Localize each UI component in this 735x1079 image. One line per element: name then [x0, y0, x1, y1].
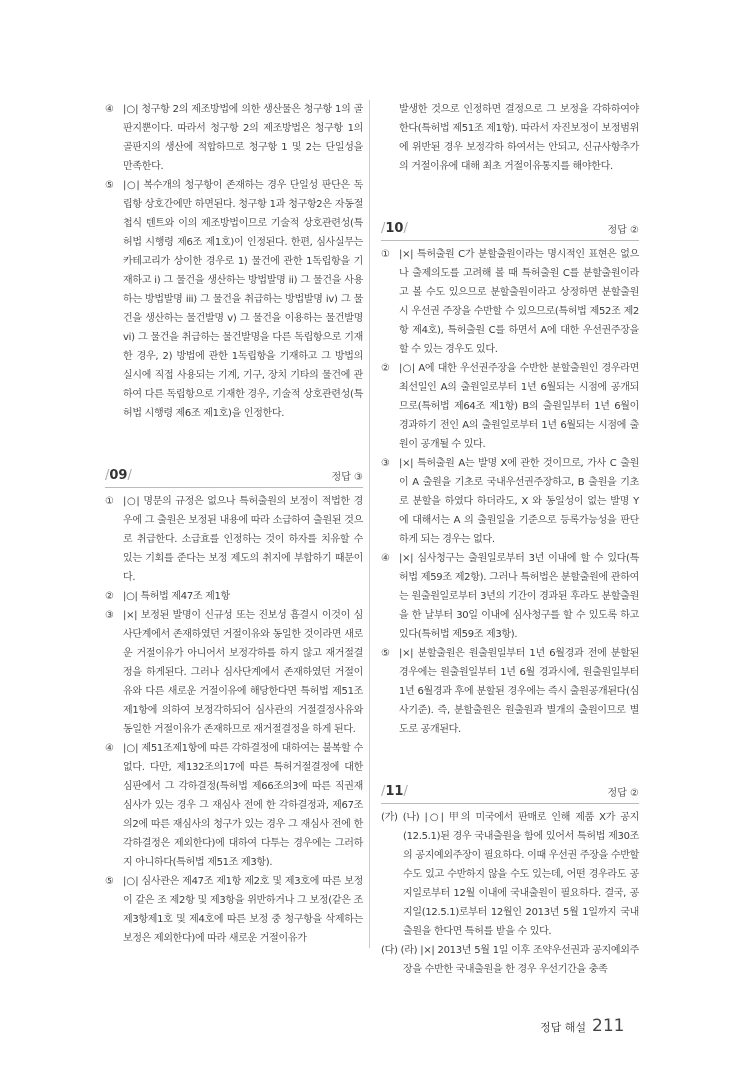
item-number: ① — [105, 496, 114, 507]
item-number: ③ — [381, 458, 390, 469]
item-number: ② — [105, 591, 114, 602]
right-column — [381, 100, 639, 979]
answer-item — [381, 644, 639, 739]
item-number: ④ — [381, 553, 390, 564]
item-text: |○| 청구항 2의 제조방법에 의한 생산물은 청구항 1의 골판지뿐이다. 따라서 청구항 2의 제조방법은 청구항 1의 골판지의 생산에 적합하므로 청구항 1 및 2는 단일성을 만족한다. — [123, 104, 363, 172]
answer-item — [105, 176, 363, 423]
answer-item — [105, 606, 363, 739]
question-10 — [381, 220, 639, 739]
item-text: |○| 甲의 미국에서 판매로 인해 제품 X가 공지(12.5.1)된 경우 국내출원을 함에 있어서 특허법 제30조의 공지예외주장이 필요하다. 이때 우선권 주장을 수반할 수도 있고 수반하지 않을 수도 있는데, 어떤 경우라도 공지일로부터 12월 이내에 국내출원이 필요하다. 결국, 공지일(12.5.1)로부터 12월인 2013년 5월 1일까지 국내출원을 한다면 특허를 받을 수 있다. — [403, 812, 639, 937]
item-number: ⑤ — [105, 180, 114, 191]
item-text: |×| 2013년 5월 1일 이후 조약우선권과 공지예외주장을 수반한 국내출원을 한 경우 우선기간을 충족 — [403, 945, 639, 975]
answer-item — [105, 872, 363, 948]
answer-item — [105, 492, 363, 587]
left-column — [105, 100, 370, 948]
answer-item — [105, 100, 363, 176]
item-number: (가) (나) — [381, 812, 420, 823]
item-text: |○| 복수개의 청구항이 존재하는 경우 단일성 판단은 독립항 상호간에만 하면된다. 청구항 1과 청구항2은 자동절첩식 텐트와 이의 제조방법이므로 기술적 상호관련성(특허법 시행령 제6조 제1호)이 인정된다. 한편, 심사실무는 카테고리가 상이한 경우로 1) 물건에 관한 1독립항을 기재하고 i) 그 물건을 생산하는 방법발명 ii) 그 물건을 사용하는 방법발명 iii) 그 물건을 취급하는 방법발명 iv) 그 물건을 생산하는 물건발명 v) 그 물건을 이용하는 물건발명 vi) 그 물건을 취급하는 물건발명을 다른 독립항으로 기재한 경우, 2) 방법에 관한 1독립항을 기재하고 그 방법의 실시에 직접 사용되는 기계, 기구, 장치 기타의 물건에 관하여 다른 독립항으로 기재한 경우, 기술적 상호관련성(특허법 시행령 제6조 제1호)을 인정한다. — [123, 180, 363, 419]
answer-label: 정답 ③ — [331, 472, 363, 483]
answer-item — [381, 359, 639, 454]
answer-label: 정답 ② — [607, 225, 639, 236]
question-11 — [381, 783, 639, 979]
item-number: (다) (라) — [381, 945, 418, 956]
item-number: ⑤ — [381, 648, 390, 659]
item-text: |×| 특허출원 C가 분할출원이라는 명시적인 표현은 없으나 출제의도를 고려해 볼 때 특허출원 C를 분할출원이라고 볼 수도 있으므로 분할출원이라고 상정하면 분할출원시 우선권 주장을 수반할 수 있으므로(특허법 제52조 제2항 제4호), 특허출원 C를 하면서 A에 대한 우선권주장을 할 수 있는 경우도 있다. — [399, 249, 639, 355]
answer-item — [381, 808, 639, 941]
question-header — [381, 220, 639, 241]
item-text: |○| 명문의 규정은 없으나 특허출원의 보정이 적법한 경우에 그 출원은 보정된 내용에 따라 소급하여 출원된 것으로 취급한다. 소급효를 인정하는 것이 하자를 치유할 수 있는 기회를 준다는 보정 제도의 취지에 부합하기 때문이다. — [123, 496, 363, 583]
item-number: ⑤ — [105, 876, 114, 887]
question-number: /10/ — [381, 221, 408, 236]
answer-item — [105, 739, 363, 872]
question-09 — [105, 467, 363, 948]
item-text: |○| 특허법 제47조 제1항 — [123, 591, 230, 602]
answer-item — [105, 587, 363, 606]
page-footer — [105, 1015, 735, 1039]
item-text: |○| A에 대한 우선권주장을 수반한 분할출원인 경우라면 최선일인 A의 출원일로부터 1년 6월되는 시점에 공개되므로(특허법 제64조 제1항) B의 출원일부터 1년 6월이 경과하기 전인 A의 출원일로부터 1년 6월되는 시점에 출원이 공개될 수 있다. — [399, 363, 639, 450]
answer-item — [381, 941, 639, 979]
question-header — [105, 467, 363, 488]
item-number: ① — [381, 249, 390, 260]
item-text: |×| 보정된 발명이 신규성 또는 진보성 흠결시 이것이 심사단계에서 존재하였던 거절이유와 동일한 것이라면 새로운 거절이유가 아니어서 보정각하를 하지 않고 재거절결정을 하게된다. 그러나 심사단계에서 존재하였던 거절이유와 다른 새로운 거절이유에 해당한다면 특허법 제51조 제1항에 의하여 보정각하되어 심사관의 거절결정사유와 동일한 거절이유가 존재하므로 재거절결정을 하게 된다. — [123, 610, 363, 735]
answer-item — [381, 454, 639, 549]
question-number: /09/ — [105, 468, 132, 483]
item-text: |○| 심사관은 제47조 제1항 제2호 및 제3호에 따른 보정이 같은 조 제2항 및 제3항을 위반하거나 그 보정(같은 조 제3항제1호 및 제4호에 따른 보정 중 청구항을 삭제하는 보정은 제외한다)에 따라 새로운 거절이유가 — [123, 876, 363, 944]
item-number: ③ — [105, 610, 114, 621]
item-text: |×| 특허출원 A는 발명 X에 관한 것이므로, 가사 C 출원이 A 출원을 기초로 국내우선권주장하고, B 출원을 기초로 분할을 하였다 하더라도, X 와 동일성이 없는 발명 Y 에 대해서는 A 의 출원일을 기준으로 등록가능성을 판단하게 되는 경우는 없다. — [399, 458, 639, 545]
question-number: /11/ — [381, 784, 408, 799]
answer-item — [381, 549, 639, 644]
answer-label: 정답 ② — [607, 788, 639, 799]
item-number: ④ — [105, 104, 114, 115]
footer-label: 정답 해설 — [540, 1021, 587, 1034]
columns — [105, 100, 735, 979]
continued-text: 발생한 것으로 인정하면 결정으로 그 보정을 각하하여야 한다(특허법 제51조 제1항). 따라서 자진보정이 보정범위에 위반된 경우 보정각하 하여서는 안되고, 신규사항추가의 거절이유에 대해 최초 거절이유통지를 해야한다. — [399, 104, 639, 172]
item-text: |○| 제51조제1항에 따른 각하결정에 대하여는 불복할 수 없다. 다만, 제132조의17에 따른 특허거절결정에 대한 심판에서 그 각하결정(특허법 제66조의3에 따른 직권재심사가 있는 경우 그 재심사 전에 한 각하결정과, 제67조의2에 따른 재심사의 청구가 있는 경우 그 재심사 전에 한 각하결정은 제외한다)에 대하여 다투는 경우에는 그러하지 아니하다(특허법 제51조 제3항). — [123, 743, 363, 868]
answer-item — [381, 245, 639, 359]
question-09-continued — [381, 100, 639, 176]
item-number: ② — [381, 363, 390, 374]
question-08-continued — [105, 100, 363, 423]
item-number: ④ — [105, 743, 114, 754]
item-text: |×| 분할출원은 원출원일부터 1년 6월경과 전에 분할된 경우에는 원출원일부터 1년 6월 경과시에, 원출원일부터 1년 6월경과 후에 분할된 경우에는 즉시 출원공개된다(심사기준). 즉, 분할출원은 원출원과 별개의 출원이므로 별도로 공개된다. — [399, 648, 639, 735]
question-header — [381, 783, 639, 804]
item-text: |×| 심사청구는 출원일로부터 3년 이내에 할 수 있다(특허법 제59조 제2항). 그러나 특허법은 분할출원에 관하여는 원출원일로부터 3년의 기간이 경과된 후라도 분할출원을 한 날부터 30일 이내에 심사청구를 할 수 있도록 하고 있다(특허법 제59조 제3항). — [399, 553, 639, 640]
page-number: 211 — [592, 1016, 625, 1036]
